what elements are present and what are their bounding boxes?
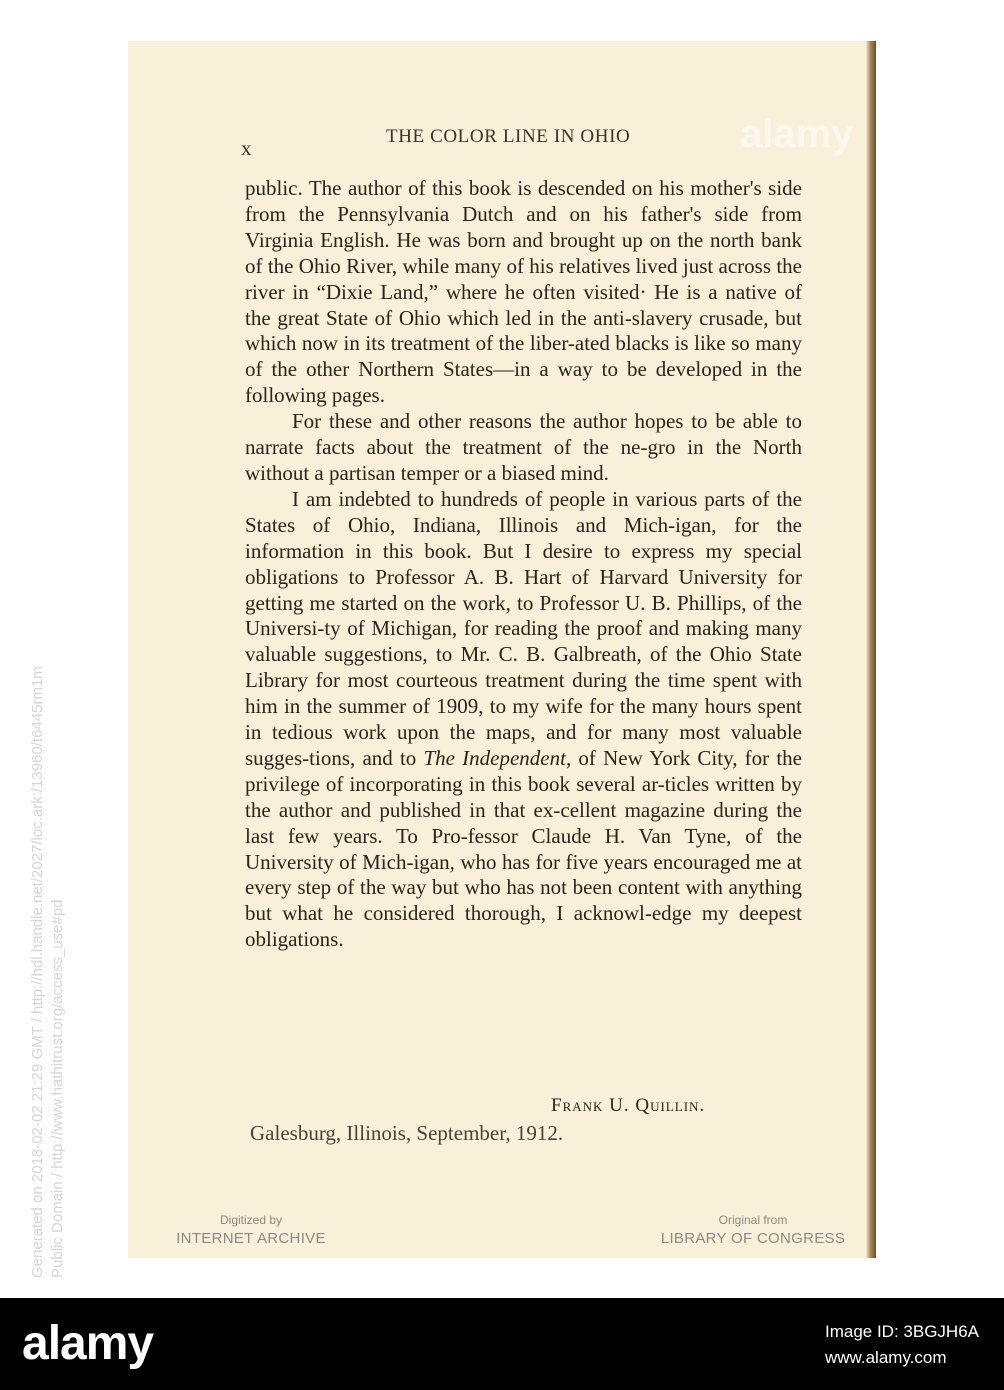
digitized-by-credit <box>172 1211 330 1249</box>
paragraph-3 <box>245 487 802 953</box>
original-from-credit <box>656 1211 850 1249</box>
stock-info <box>825 1319 979 1371</box>
side-caption-line1: Generated on 2018-02-02 21:29 GMT / http://hdl.handle.net/2027/loc.ark:/13960/t6445rm1m <box>29 666 46 1278</box>
body-text <box>245 176 802 953</box>
paragraph-1: public. The author of this book is descended on his mother's side from the Pennsylvania Dutch and on his father's side from Virginia English. He was born and brought up on the north bank of the Ohio River, while many of his relatives lived just across the river in “Dixie Land,” where he often visited· He is a native of the great State of Ohio which led in the anti-slavery crusade, but which now in its treatment of the liber-ated blacks is like so many of the other Northern States—in a way to be developed in the following pages. <box>245 176 802 408</box>
page-number: x <box>241 136 252 160</box>
internet-archive-label: INTERNET ARCHIVE <box>176 1230 326 1247</box>
page-edge <box>866 41 876 1258</box>
page-header <box>128 126 876 160</box>
signature-name: Frank U. Quillin. <box>551 1095 706 1116</box>
signature <box>551 1095 705 1117</box>
watermark: alamy <box>740 112 854 156</box>
italic-title: The Independent, <box>423 745 572 770</box>
paragraph-3-part-2: of New York City, for the privilege of incorporating in this book several ar-ticles written by the author and published in that ex-cellent magazine during the last few years. To Pro-fessor Claude H. Van Tyne, of the University of Mich-igan, who has for five years encouraged me at every step of the way but who has not been content with anything but what he considered thorough, I acknowl-edge my deepest obligations. <box>245 745 802 952</box>
image-id: Image ID: 3BGJH6A <box>824 1322 979 1341</box>
original-from-label: Original from <box>718 1213 788 1227</box>
library-of-congress-label: LIBRARY OF CONGRESS <box>660 1230 846 1247</box>
stock-url: www.alamy.com <box>824 1348 947 1367</box>
paragraph-3-part-1: I am indebted to hundreds of people in various parts of the States of Ohio, Indiana, Illinois and Mich-igan, for the information in this book. But I desire to express my special obligations to Professor A. B. Hart of Harvard University for getting me started on the work, to Professor U. B. Phillips, of the Universi-ty of Michigan, for reading the proof and making many valuable suggestions, to Mr. C. B. Galbreath, of the Ohio State Library for most courteous treatment during the time spent with him in the summer of 1909, to my wife for the many hours spent in tedious work upon the maps, and for many most valuable sugges-tions, and to <box>245 486 802 770</box>
stock-banner <box>0 1298 1004 1390</box>
alamy-logo: alamy <box>22 1317 154 1370</box>
place-date: Galesburg, Illinois, September, 1912. <box>250 1121 564 1145</box>
running-head: THE COLOR LINE IN OHIO <box>386 126 631 147</box>
paragraph-2: For these and other reasons the author hopes to be able to narrate facts about the treatment of the ne-gro in the North without a partisan temper or a biased mind. <box>245 409 802 485</box>
side-caption-line2: Public Domain / http://www.hathitrust.org/access_use#pd <box>49 899 66 1278</box>
digitized-by-label: Digitized by <box>219 1213 283 1227</box>
side-caption <box>28 478 68 1278</box>
